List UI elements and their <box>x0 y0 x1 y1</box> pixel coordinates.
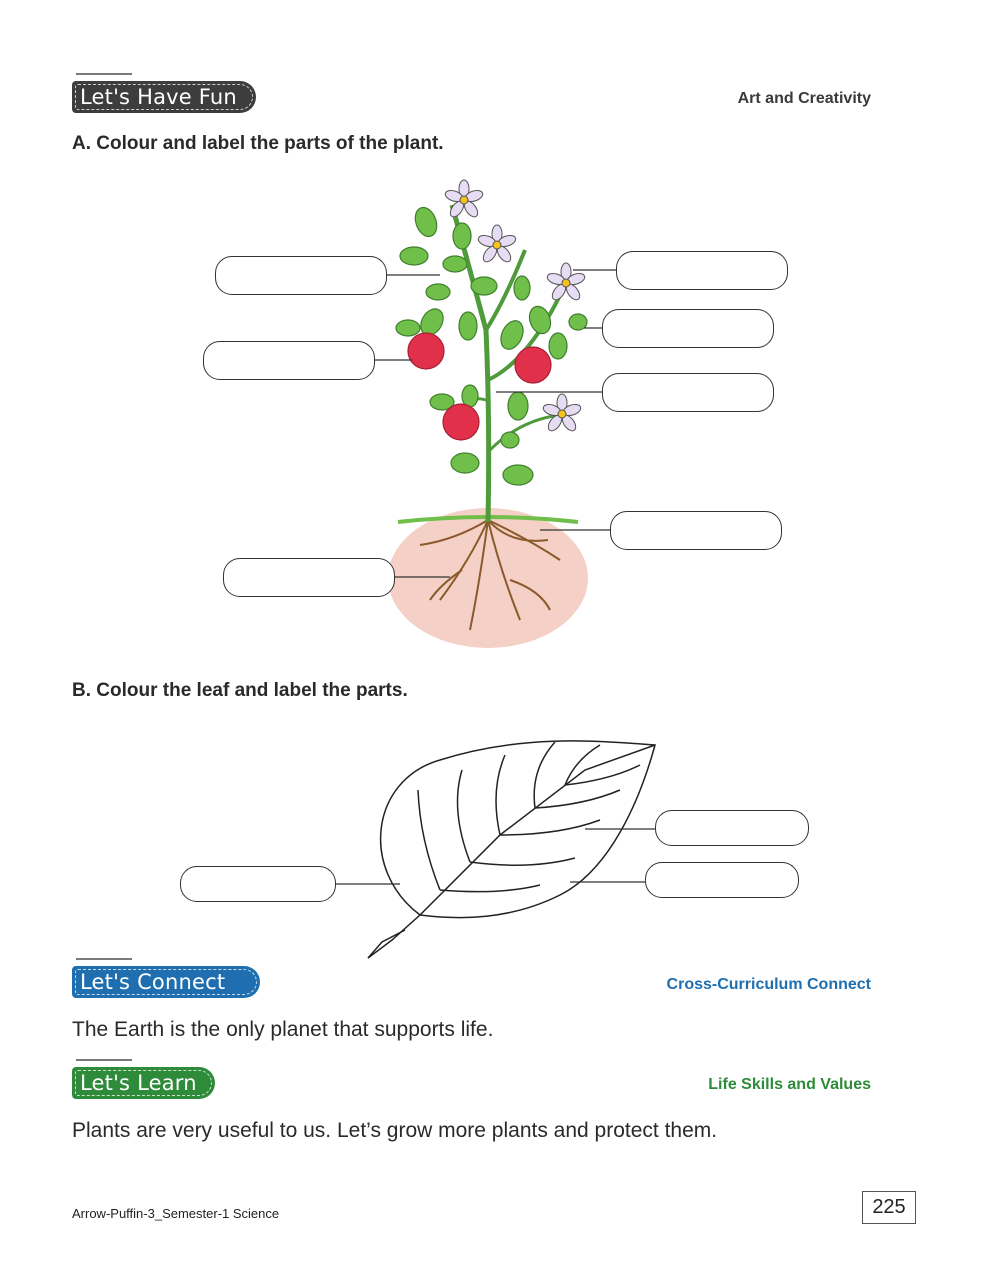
leaf-drawing <box>368 741 655 958</box>
leaf-label-box-midrib[interactable] <box>645 862 799 898</box>
branch <box>490 415 560 450</box>
leaf-label-box-vein[interactable] <box>655 810 809 846</box>
main-stem <box>452 205 489 522</box>
page-number: 225 <box>862 1191 916 1224</box>
plant-label-box-fruit[interactable] <box>203 341 375 380</box>
footer-book-title: Arrow-Puffin-3_Semester-1 Science <box>72 1206 280 1221</box>
leaf-label-box-petiole[interactable] <box>180 866 336 902</box>
cross-curriculum-tag: Cross-Curriculum Connect <box>666 976 871 993</box>
art-creativity-tag: Art and Creativity <box>737 90 871 107</box>
activity-b-instruction: B. Colour the leaf and label the parts. <box>72 680 408 701</box>
lets-have-fun-badge: Let's Have Fun <box>72 81 256 113</box>
lets-learn-badge: Let's Learn <box>72 1067 215 1099</box>
life-skills-tag: Life Skills and Values <box>708 1076 871 1093</box>
lets-connect-badge: Let's Connect <box>72 966 260 998</box>
plant-label-box-flower[interactable] <box>215 256 387 295</box>
plant-label-box-stem[interactable] <box>602 373 774 412</box>
plant-label-box-root[interactable] <box>223 558 395 597</box>
learn-text: Plants are very useful to us. Let’s grow more plants and protect them. <box>72 1119 718 1142</box>
plant-label-box-bud[interactable] <box>616 251 788 290</box>
soil-patch <box>388 508 588 648</box>
connect-text: The Earth is the only planet that supports life. <box>72 1018 494 1041</box>
plant-label-box-ground[interactable] <box>610 511 782 550</box>
plant-label-box-leaf[interactable] <box>602 309 774 348</box>
activity-a-instruction: A. Colour and label the parts of the plant. <box>72 133 444 154</box>
